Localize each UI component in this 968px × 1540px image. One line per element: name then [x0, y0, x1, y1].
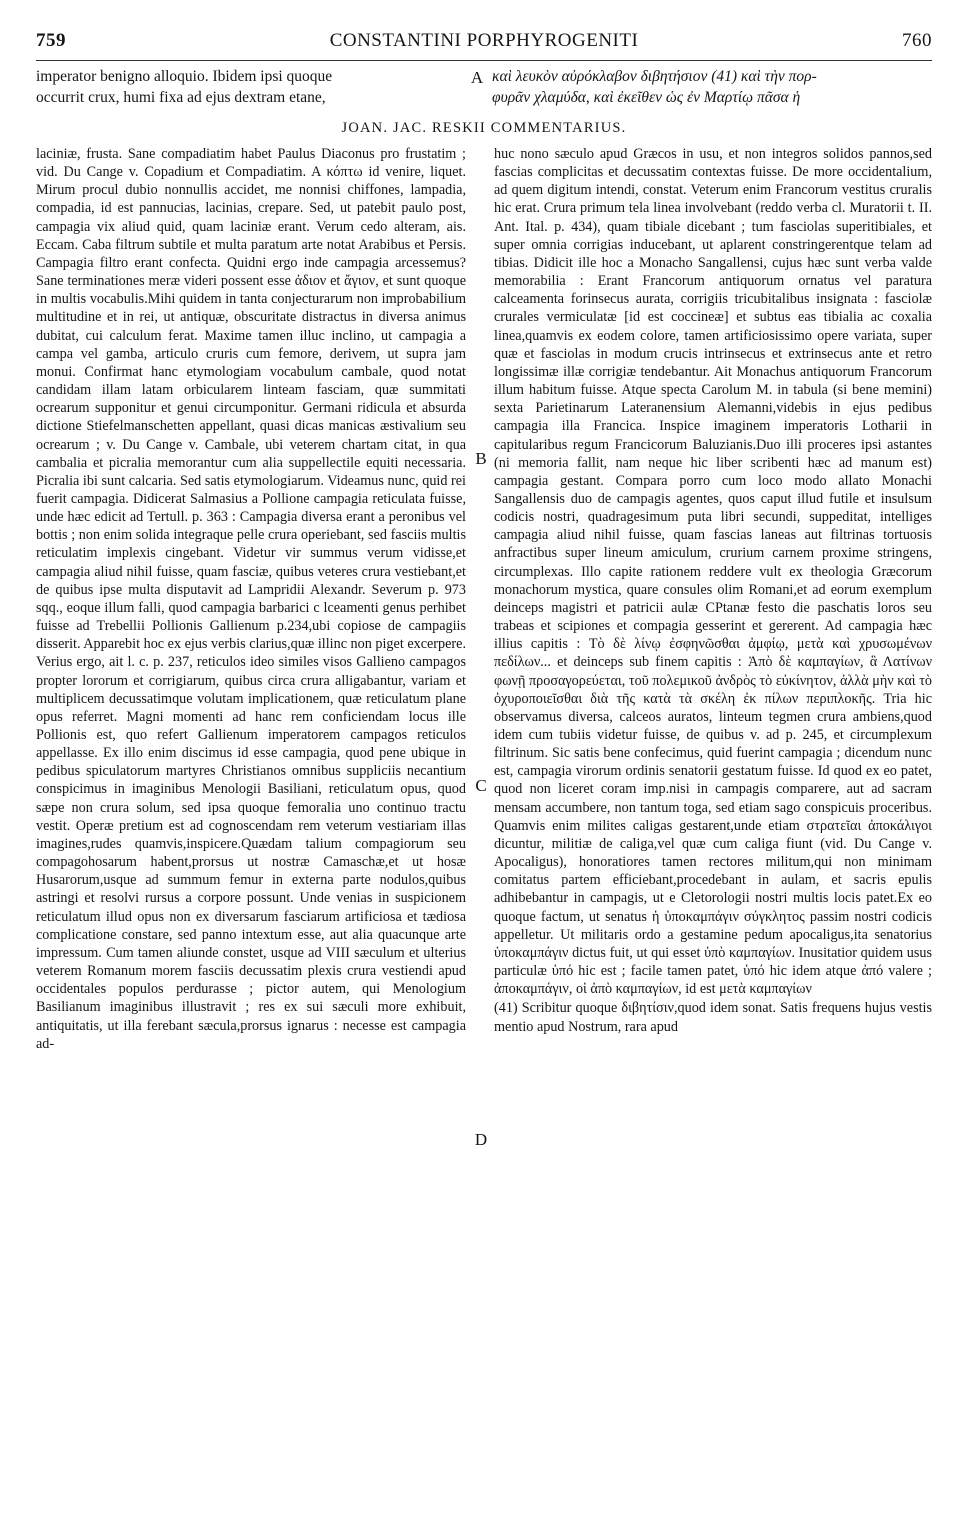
commentary-left-column — [36, 145, 466, 1053]
running-title: CONSTANTINI PORPHYROGENITI — [329, 30, 639, 51]
main-text-line: occurrit crux, humi fixa ad ejus dextram etane, — [36, 89, 326, 106]
page-number-right: 760 — [902, 30, 932, 51]
header-rule — [36, 60, 932, 61]
commentary-right-column — [494, 145, 932, 1036]
margin-letter-a: A — [470, 68, 484, 87]
commentary-paragraph: laciniæ, frusta. Sane compadiatim habet Paulus Diaconus pro frustatim ; vid. Du Cange v. Copadium et Compadiatim. A κόπτω id venire, liquet. Mirum procul dubio nonnullis accidet, me nonnisi chiffones, lampadia, compadia, id est pannucias, lacinias, crepare. Sed, ut patebit paulo post, campagia vix aliud quid, quam laciniæ erant. Verum cedo alteram, ais. Eccam. Caba filtrum subtile et multa paratum arte notat Arabibus et Persis. Campagia filtro erant confecta. Quidni ergo inde campagia arcessemus? Sane terminationes meræ videri possent esse ἀδιον et ἄγιον, et sunt quoque in multis vocabulis.Mihi quidem in tanta conjecturarum non improbabilium multitudine et in rei, ut antiquæ, obscuritate distractus in diversa animus dubitat, cui calculum ferat. Maxime tamen illuc inclino, ut campagia a campa vel gamba, articulo cruris cum femore, derivem, ut supra jam monui. Confirmat hanc etymologiam vocabulum cambale, quod notat candidam illam latam orbicularem linteam fasciam, quæ summitati ocrearum supponitur et genui circumponitur. Germani ridicula et absurda dictione Stiefelmanschetten appellant, quasi dicas manicas æstivalium seu ocrearum ; v. Du Cange v. Cambale, ubi veterem chartam citat, in qua cambalia et picralia memorantur cum alia suppellectile equiti necessaria. Picralia ibi sunt calcaria. Sed satis etymologiarum. Videamus nunc, quid rei fuerit campagia. Didicerat Salmasius a Pollione campagia reticulata fuisse, unde hæc edicit ad Tertull. p. 363 : Campagia diversa erant a peronibus vel bottis ; non enim solida integraque pelle crura operiebant, sed fasciis multis reticulatim implexis cingebant. Videtur vir summus verum vidisse,et campagia aliud nihil fuisse, quam fasciæ, quibus veteres crura vestiebant,et de quibus ipse multa disputavit ad Lampridii Alexandr. Severum p. 973 sqq., eoque illum falli, quod campagia barbarici c lceamenti genus perhibet fuisse ad Trebellii Pollionis Gallienum p.234,ubi copiose de campagiis disserit. Apparebit hoc ex ejus verbis clarius,quæ illinc non piget excerpere. Verius ergo, ait l. c. p. 237, reticulos ideo similes visos Gallieno campagos propter lororum et corrigiarum, quibus circa crura alligabantur, variam et multiplicem decussatimque volutam implicationem, quæ reticulatum plane opus referret. Magni momenti ad hanc rem conficiendam locus ille Pollionis est, quo refert Gallienum imperatorem campagos reticulos appellasse. Ex illo enim discimus id esse campagia, quod pene ubique in pedibus spiculatorum martyres Christianos omnibus suppliciis necantium conspicimus in imaginibus Menologii Basiliani, reticulatum opus, quod sæpe non crura solum, sed ipsa quoque femoralia uno continuo tractu vestit. Operæ pretium est ad cognoscendam rem veterum vestiariam illas imagines,rudes quamvis,inspicere.Quædam talium compagiorum seu compagohosarum habent,prorsus ut nostræ Camaschæ,et ut hosæ Husarorum,usque ad summum femur in externa parte nodulos,quibus astringi et resolvi rursus a corpore possunt. Unde venias in suspicionem reticulatum illud opus non ex diversarum fasciarum artificiosa et tædiosa complicatione constare, sed panno intextum esse, aut alia quacunque arte impressum. Cum tamen aliunde constet, usque ad VIII sæculum et ulterius veterem Romanum morem fasciis decussatim plexis crura vestiendi apud occidentales populos perdurasse ; pictor autem, qui Menologium Basilianum imaginibus illustravit ; res ex sui sæculi more exhibuit, antiquitatis, ut illa ferebant sæcula,prorsus ignarus : necesse est campagia ad- — [36, 146, 466, 1052]
page-number-left: 759 — [36, 30, 66, 51]
margin-letter-d: D — [474, 1130, 488, 1149]
page-header — [36, 30, 932, 56]
margin-letter-c: C — [475, 776, 487, 795]
main-text-latin — [36, 66, 468, 108]
commentary-paragraph: huc nono sæculo apud Græcos in usu, et non integros solidos pannos,sed fascias complicitas et decussatim contextas fuisse. De more occidentalium, ad quem digitum intendi, constat. Veterum enim Francorum vestitus cruralis hic erat. Crura primum tela linea involvebant (reddo verba cl. Muratorii t. II. Ant. Ital. p. 434), quam tibiale dicebant ; tum fasciolas superitibiales, et super omnia corrigias inducebant, ut aplarent constringerentque telam ad tibias. Didicit ille hoc a Monacho Sangallensi, cujus hæc sunt verba valde memorabilia : Erant Francorum antiquorum ornatus vel paratura calceamenta forinsecus aurata, corrigiis tricubitalibus insignata : fasciolæ crurales vermiculatæ [id est coccineæ] et subtus eas tibialia ac coxalia linea,quamvis ex eodem colore, tamen artificiosissimo opere variata, super quæ et fasciolas in modum crucis intrinsecus et extrinsecus ante et retro longissimæ illæ corrigiæ tendebantur. Ait Monachus antiquorum Francorum illum habitum fuisse. Atque specta Carolum M. in tabula (si bene memini) sexta Parietinarum Lateranensium Alemanni,videbis in ejus pedibus campagia illa Francica. Inspice imaginem imperatoris Lotharii in capitularibus regum Francicorum Baluzianis.Duo illi proceres ipsi astantes (ni memoria fallit, nam neque hic liber scribenti hæc ad manum est) campagia gestant. Compara porro cum loco modo allato Monachi Sangallensis duo de campagis agentes, quos caput illud futile et insulsum codicis nostri, quadragesimum puta libri secundi, suppeditat, intelliges campagia aliud nihil fuisse, quam fascias laneas aut filtrinas tortuosis anfractibus super lineum amiculum, crurium carnem proxime stringens, circumplexas. Illo capite rationem reddere vult ex theologia Græcorum monachorum mystica, quare consules olim Romani,et ad eorum exemplum deinceps magistri et patricii aulæ CPtanæ festo die paschatis loros seu trabeas et scipiones et compagia gesserint et gererent. Ad campagia hæc illius capitis : Τὸ δὲ λίνῳ ἐσφηνῶσθαι ἀμφίῳ, μετὰ καὶ χρυσωμένων πεδίλων... et deinceps sub finem capitis : Ἀπὸ δὲ καμπαγίων, ἃ Λατίνων φωνῇ προσαγορεύεται, τοῦ πολεμικοῦ ἀνδρὸς τὸ εὐκίνητον, ἀλλὰ μὴν καὶ τὸ ὀχυροποιεῖσθαι διὰ τῆς κατὰ τὰ σκέλη ἐκ πίλων περιπλοκῆς. Tria hic observamus diversa, calceos auratos, linteum tegmen crura ambiens,quod idem cum tubiis videtur fuisse, de quibus v. ad p. 245, et circumplexum filtrinum. Sic satis bene confecimus, quid fuerint campagia ; dicendum nunc est, campagia virorum ordinis senatorii gestatum fuisse. Id quod ex eo patet, quod non liceret coram imp.nisi in campagis comparere, aut ad sacram mensam accumbere, non tantum toga, sed etiam sago conspicuis proceribus. Quamvis enim milites caligas gestarent,unde etiam στρατεῖαι ἀποκάλιγοι dicuntur, militiæ de caliga,vel quæ cum caliga fiunt (vid. Du Cange v. Apocaligus), honoratiores tamen rectores militum,qui non minimam comitatus partem efficiebant,procedebant in aulam, et sacris epulis adhibebantur in campagis, ut e Cletorologii nostri multis locis patet.Ex eo quoque factum, ut senatus ἡ ὑποκαμπάγιν σύγκλητος passim nostri codicis appelletur. Ut militaris ordo a gestamine pedum apocaligus,ita senatorius ὑποκαμπάγιν dictus fuit, ut qui esset ὑπὸ καμπαγίων. Inusitatior quidem usus particulæ ὑπό hic est ; facile tamen patet, ὑπό hic idem atque ἀπό valere ; ἀποκαμπάγιν, οἱ ἀπὸ καμπαγίων, id est μετὰ καμπαγίων — [494, 146, 932, 998]
footnote-41: (41) Scribitur quoque διβητίσιν,quod idem sonat. Satis frequens hujus vestis mentio apud Nostrum, rara apud — [494, 1000, 932, 1035]
commentary-heading: JOAN. JAC. RESKII COMMENTARIUS. — [341, 120, 627, 136]
main-text-line: φυρᾶν χλαμύδα, καὶ ἐκεῖθεν ὡς ἐν Μαρτίῳ πᾶσα ἡ — [492, 89, 801, 106]
main-text-greek — [492, 66, 932, 108]
main-text-line: imperator benigno alloquio. Ibidem ipsi quoque — [36, 68, 333, 85]
main-text-line: καὶ λευκὸν αὐρόκλαβον διβητήσιον (41) καὶ τὴν πορ- — [492, 68, 817, 85]
margin-letter-b: B — [475, 449, 487, 468]
